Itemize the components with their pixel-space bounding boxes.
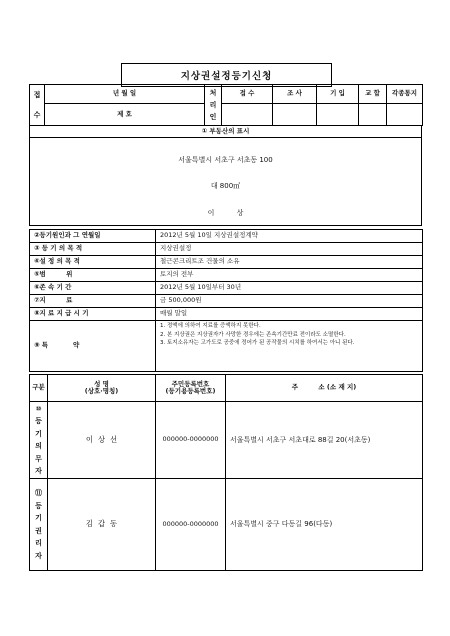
step-collation: 교 합 [359, 85, 387, 104]
field-value-scope: 토지의 전부 [156, 269, 423, 282]
step-investigation: 조 사 [273, 85, 317, 104]
field-label-rent: ⑦지 료 [30, 295, 156, 308]
form-title: 지상권설정등기신청 [121, 63, 332, 87]
receipt-table [29, 84, 423, 126]
field-value-cause: 2012년 5월 10일 지상권설정계약 [156, 230, 423, 243]
property-land: 대 800㎡ [210, 182, 241, 191]
field-label-payment-time: ⑧지 료 지 급 시 기 [30, 308, 156, 321]
field-value-duration: 2012년 5월 10일부터 30년 [156, 282, 423, 295]
parties-table [29, 374, 423, 571]
field-label-purpose: ③ 등 기 의 목 적 [30, 243, 156, 256]
field-value-payment-time: 매월 말일 [156, 308, 423, 321]
special-label: ⑨ 특 약 [30, 321, 156, 372]
parties-header-type: 구분 [30, 375, 48, 402]
property-header: ① 부동산의 표시 [30, 126, 422, 138]
field-label-cause: ②등기원인과 그 연월일 [30, 230, 156, 243]
party-address-obligor: 서울특별시 서초구 서초대로 88길 20(서초동) [226, 402, 423, 479]
step-entry: 기 입 [317, 85, 359, 104]
party-row [30, 479, 423, 571]
field-value-setup-purpose: 철근콘크리트조 건물의 소유 [156, 256, 423, 269]
property-table [29, 125, 422, 226]
reception-label: 접 수 [30, 85, 45, 126]
parties-header-address: 주 소 (소 재 지) [226, 375, 423, 402]
party-name-obligor: 이 상 선 [48, 402, 156, 479]
parties-header-name: 성 명 (상호·명칭) [48, 375, 156, 402]
field-label-scope: ⑤범 위 [30, 269, 156, 282]
special-item-3: 3. 토지소유자는 고가도로 공중에 정어가 된 공작물의 시치를 하여서는 아니 된다. [160, 340, 355, 346]
fields-table [29, 229, 423, 372]
parties-header-id: 주민등록번호 (등기용등록번호) [156, 375, 226, 402]
special-item-1: 1. 정액에 의하여 지료를 증액하지 못한다. [160, 323, 261, 329]
property-address: 서울특별시 서초구 서초동 100 [178, 156, 273, 164]
processing-label: 처 리 인 [205, 85, 222, 126]
field-label-duration: ⑥존 속 기 간 [30, 282, 156, 295]
step-notice: 각종통지 [387, 85, 423, 104]
party-role-obligor: ⑩ 등 기 의 무 자 [30, 402, 48, 479]
step-reception: 접 수 [222, 85, 273, 104]
party-name-holder: 김 갑 동 [48, 479, 156, 571]
field-label-setup-purpose: ④설 정 의 목 적 [30, 256, 156, 269]
party-row [30, 402, 423, 479]
number-label: 제 호 [45, 104, 205, 126]
party-address-holder: 서울특별시 중구 다동길 96(다동) [226, 479, 423, 571]
date-label: 년 월 일 [45, 85, 205, 104]
field-value-purpose: 지상권설정 [156, 243, 423, 256]
special-item-2: 2. 본 지상권은 지상권자가 사망한 경우에는 존속기간만료 전이라도 소멸한다. [160, 331, 346, 338]
property-end: 이 상 [207, 209, 244, 218]
field-value-rent: 금 500,000원 [156, 295, 423, 308]
party-id-obligor: 000000-0000000 [156, 402, 226, 479]
party-role-holder: ⑪ 등 기 권 리 자 [30, 479, 48, 571]
party-id-holder: 000000-0000000 [156, 479, 226, 571]
